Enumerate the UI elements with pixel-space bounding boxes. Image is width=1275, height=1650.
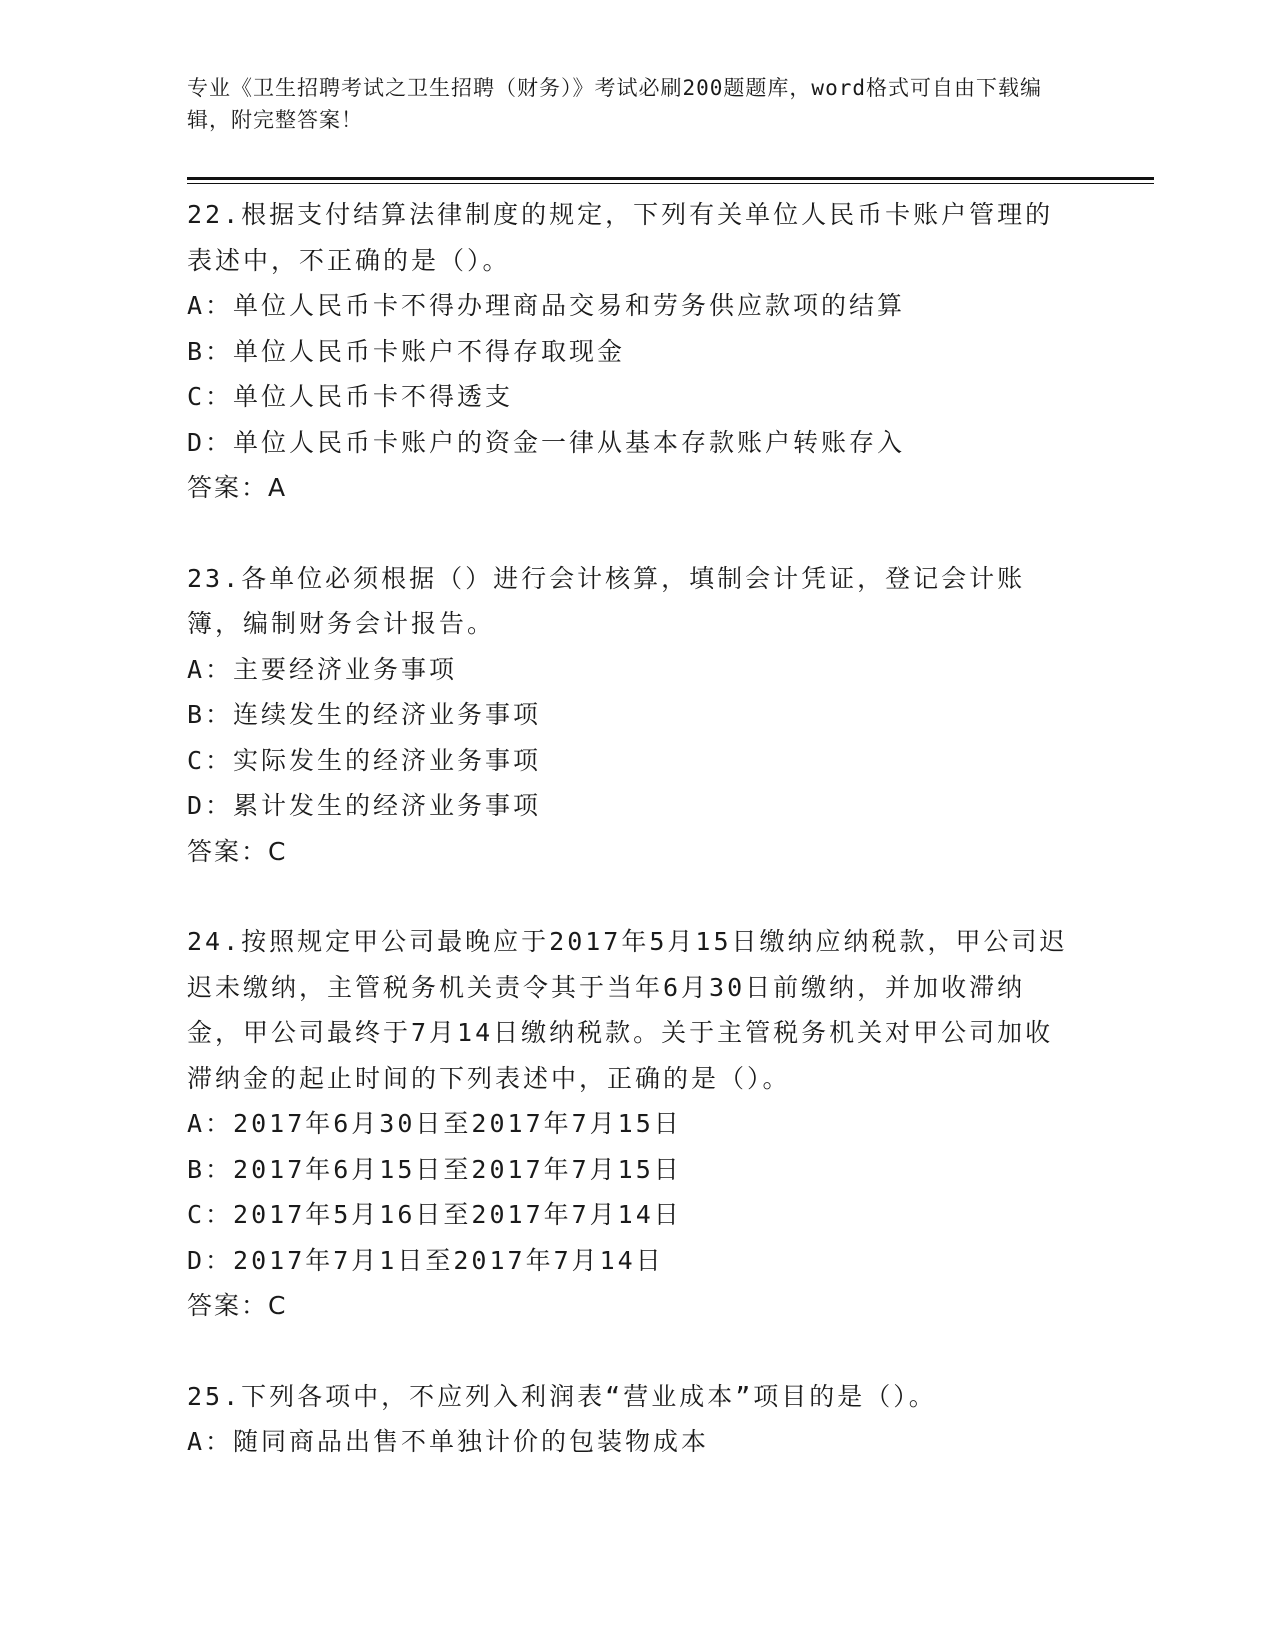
option-b: B：2017年6月15日至2017年7月15日 <box>187 1154 682 1184</box>
option-c: C：2017年5月16日至2017年7月14日 <box>187 1200 682 1229</box>
option-d: D：单位人民币卡账户的资金一律从基本存款账户转账存入 <box>187 427 906 457</box>
option-c: C：单位人民币卡不得透支 <box>187 382 514 411</box>
document-header: 专业《卫生招聘考试之卫生招聘（财务）》考试必刷200题题库，word格式可自由下载编辑，附完整答案！ <box>187 76 1042 132</box>
header-rule-thick <box>187 177 1154 180</box>
question-stem: 22.根据支付结算法律制度的规定，下列有关单位人民币卡账户管理的表述中，不正确的是（）。 <box>187 200 1054 275</box>
question-list <box>187 192 1077 1510</box>
question-23 <box>187 556 1077 875</box>
option-a: A：主要经济业务事项 <box>187 654 458 684</box>
answer: 答案：C <box>187 1291 288 1320</box>
option-c: C：实际发生的经济业务事项 <box>187 745 542 775</box>
option-a: A：2017年6月30日至2017年7月15日 <box>187 1109 682 1138</box>
option-d: D：2017年7月1日至2017年7月14日 <box>187 1245 664 1275</box>
question-22 <box>187 192 1077 511</box>
header-rule-thin <box>187 183 1154 184</box>
answer: 答案：C <box>187 836 288 866</box>
question-stem: 23.各单位必须根据（）进行会计核算，填制会计凭证，登记会计账簿，编制财务会计报告。 <box>187 563 1026 638</box>
option-a: A：单位人民币卡不得办理商品交易和劳务供应款项的结算 <box>187 291 906 320</box>
question-24 <box>187 919 1077 1329</box>
question-stem: 25.下列各项中，不应列入利润表“营业成本”项目的是（）。 <box>187 1381 937 1411</box>
question-25 <box>187 1374 1077 1465</box>
option-b: B：连续发生的经济业务事项 <box>187 700 542 729</box>
option-b: B：单位人民币卡账户不得存取现金 <box>187 336 626 366</box>
option-a: A：随同商品出售不单独计价的包装物成本 <box>187 1427 710 1456</box>
answer: 答案：A <box>187 473 288 502</box>
option-d: D：累计发生的经济业务事项 <box>187 791 542 820</box>
question-stem: 24.按照规定甲公司最晚应于2017年5月15日缴纳应纳税款，甲公司迟迟未缴纳，主管税务机关责令其于当年6月30日前缴纳，并加收滞纳金，甲公司最终于7月14日缴纳税款。关于主管税务机关对甲公司加收滞纳金的起止时间的下列表述中，正确的是（）。 <box>187 927 1068 1093</box>
